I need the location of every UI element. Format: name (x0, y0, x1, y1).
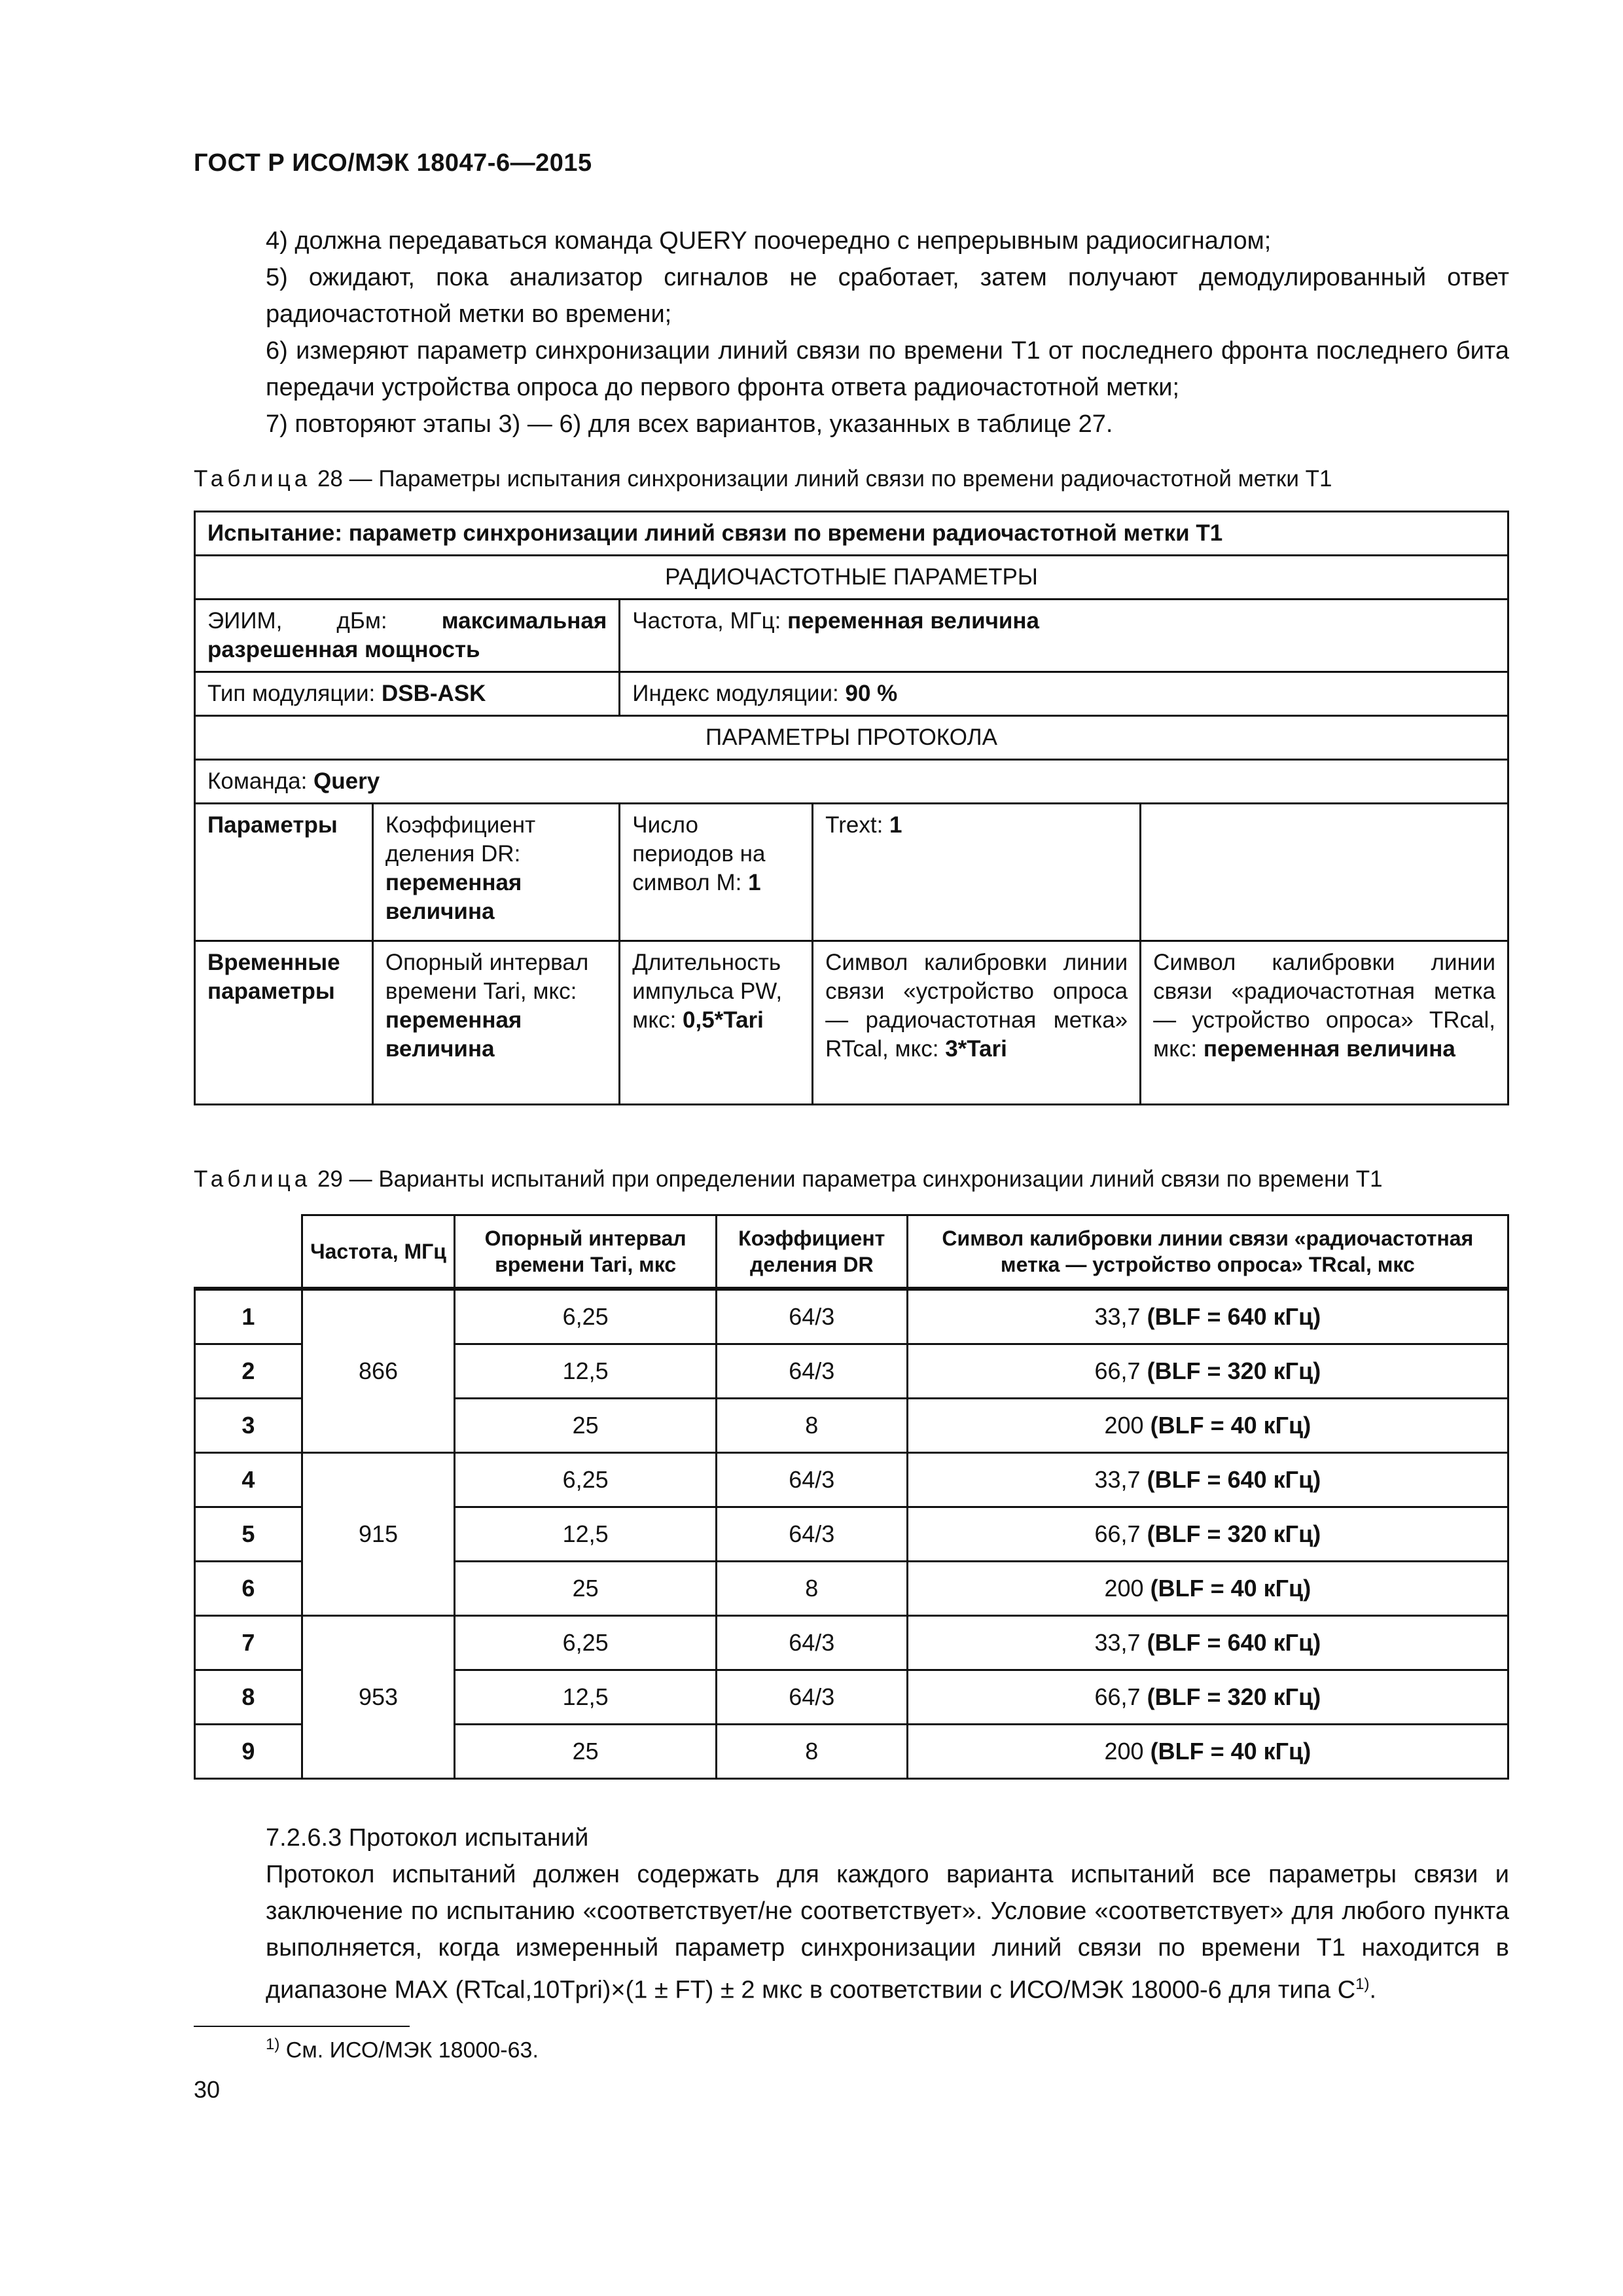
dr-value: 8 (716, 1725, 907, 1779)
dr-cell (372, 804, 619, 941)
freq-value: 915 (302, 1453, 455, 1616)
pw-label: Длительность импульса PW, мкс: (632, 950, 783, 1033)
eirp-label: ЭИИМ, дБм: (207, 608, 442, 634)
trcal-cell (907, 1399, 1508, 1453)
table29-caption (194, 1166, 1509, 1193)
freq-value: 953 (302, 1616, 455, 1779)
rf-heading: РАДИОЧАСТОТНЫЕ ПАРАМЕТРЫ (195, 556, 1508, 600)
empty-cell (1141, 804, 1508, 941)
trcal-cell (907, 1507, 1508, 1562)
m-cell (620, 804, 813, 941)
row-number: 7 (195, 1616, 302, 1670)
step-6: 6) измеряют параметр синхронизации линий связи по времени T1 от последнего фронта последнего бита передачи устройства опроса до первого фронта ответа радиочастотной метки; (266, 337, 1509, 401)
tari-label: Опорный интервал времени Tari, мкс: (385, 950, 589, 1004)
trcal-cell (907, 1616, 1508, 1670)
trcal-value: 66,7 (1094, 1683, 1141, 1710)
trcal-value: 200 (1104, 1412, 1144, 1439)
timing-label: Временные параметры (195, 941, 373, 1105)
dr-value: переменная величина (385, 870, 522, 924)
freq-value: переменная величина (787, 608, 1040, 634)
tari-value: 6,25 (455, 1453, 716, 1507)
tari-value: 12,5 (455, 1344, 716, 1399)
trext-cell (813, 804, 1141, 941)
params-label: Параметры (195, 804, 373, 941)
blf-value: (BLF = 40 кГц) (1150, 1575, 1311, 1602)
table-28 (194, 511, 1509, 1105)
row-number: 2 (195, 1344, 302, 1399)
trcal-value: 33,7 (1094, 1466, 1141, 1493)
trcal-label: Символ калибровки линии связи «радиочастотная метка — устройство опроса» TRcal, мкс: (1153, 950, 1495, 1062)
index-label: Индекс модуляции: (632, 681, 846, 706)
header-freq: Частота, МГц (302, 1215, 455, 1289)
header-trcal: Символ калибровки линии связи «радиочастотная метка — устройство опроса» TRcal, мкс (907, 1215, 1508, 1289)
footnote-mark: 1) (266, 2036, 280, 2053)
table-row (195, 1616, 1508, 1670)
document-header: ГОСТ Р ИСО/МЭК 18047-6—2015 (194, 149, 592, 177)
mod-value: DSB-ASK (381, 681, 486, 706)
protocol-heading: ПАРАМЕТРЫ ПРОТОКОЛА (195, 716, 1508, 760)
dr-value: 64/3 (716, 1670, 907, 1725)
footnote-divider (194, 2026, 410, 2027)
dr-value: 64/3 (716, 1507, 907, 1562)
table-29 (194, 1214, 1509, 1780)
blf-value: (BLF = 40 кГц) (1150, 1738, 1311, 1765)
row-number: 4 (195, 1453, 302, 1507)
tari-cell (372, 941, 619, 1105)
tari-value: 6,25 (455, 1289, 716, 1344)
table28-caption-text: 28 — Параметры испытания синхронизации линий связи по времени радиочастотной метки T1 (311, 466, 1332, 492)
command-value: Query (313, 768, 380, 794)
row-number: 8 (195, 1670, 302, 1725)
trcal-value: 66,7 (1094, 1520, 1141, 1547)
table-row (195, 1453, 1508, 1507)
step-7: 7) повторяют этапы 3) — 6) для всех вариантов, указанных в таблице 27. (266, 410, 1113, 438)
table28-caption-word: Таблица (194, 466, 312, 492)
m-value: 1 (748, 870, 761, 895)
pw-cell (620, 941, 813, 1105)
freq-value: 866 (302, 1289, 455, 1453)
section-body-end: . (1369, 1976, 1377, 2004)
command-label: Команда: (207, 768, 314, 794)
footnote-ref: 1) (1355, 1975, 1370, 1993)
blf-value: (BLF = 40 кГц) (1150, 1412, 1311, 1439)
row-number: 9 (195, 1725, 302, 1779)
footnote-text: См. ИСО/МЭК 18000-63. (279, 2037, 539, 2063)
trcal-value: 33,7 (1094, 1303, 1141, 1330)
mod-label: Тип модуляции: (207, 681, 382, 706)
tari-value: 25 (455, 1725, 716, 1779)
tari-value: 25 (455, 1399, 716, 1453)
command-cell (195, 760, 1508, 804)
step-4: 4) должна передаваться команда QUERY поочередно с непрерывным радиосигналом; (266, 227, 1272, 255)
trcal-value: переменная величина (1203, 1036, 1455, 1062)
trext-value: 1 (889, 812, 902, 838)
rtcal-value: 3*Tari (945, 1036, 1007, 1062)
m-label: Число периодов на символ M: (632, 812, 766, 895)
table29-caption-word: Таблица (194, 1166, 312, 1192)
dr-label: Коэффициент деления DR: (385, 812, 536, 867)
index-value: 90 % (845, 681, 898, 706)
section-title: 7.2.6.3 Протокол испытаний (266, 1824, 589, 1852)
rtcal-cell (813, 941, 1141, 1105)
dr-value: 8 (716, 1399, 907, 1453)
section-body (194, 1856, 1509, 2009)
trcal-cell (907, 1562, 1508, 1616)
test-title: Испытание: параметр синхронизации линий связи по времени радиочастотной метки T1 (195, 512, 1508, 556)
dr-value: 64/3 (716, 1616, 907, 1670)
tari-value: 6,25 (455, 1616, 716, 1670)
blf-value: (BLF = 320 кГц) (1147, 1357, 1321, 1384)
trext-label: Trext: (825, 812, 890, 838)
blf-value: (BLF = 640 кГц) (1147, 1303, 1321, 1330)
footnote (266, 2036, 539, 2063)
step-5: 5) ожидают, пока анализатор сигналов не сработает, затем получают демодулированный ответ радиочастотной метки во времени; (266, 264, 1509, 328)
header-dr: Коэффициент деления DR (716, 1215, 907, 1289)
row-number: 3 (195, 1399, 302, 1453)
tari-value: 12,5 (455, 1507, 716, 1562)
freq-label: Частота, МГц: (632, 608, 788, 634)
trcal-value: 200 (1104, 1738, 1144, 1765)
page-number: 30 (194, 2076, 221, 2103)
steps-list (194, 223, 1509, 442)
dr-value: 64/3 (716, 1453, 907, 1507)
freq-cell (620, 600, 1508, 672)
table29-body (195, 1289, 1508, 1779)
tari-value: переменная величина (385, 1007, 522, 1062)
dr-value: 64/3 (716, 1289, 907, 1344)
section-protocol (194, 1820, 1509, 2009)
section-body-text: Протокол испытаний должен содержать для каждого варианта испытаний все параметры связи и заключение по испытанию «соответствует/не соответствует». Условие «соответствует» для любого пункта выполняется, когда измеренный параметр синхронизации линий связи по времени T1 находится в диапазоне MAX (RTcal,10Tpri)×(1 ± FT) ± 2 мкс в соответствии с ИСО/МЭК 18000-6 для типа C (266, 1861, 1509, 2004)
eirp-cell (195, 600, 620, 672)
row-number: 5 (195, 1507, 302, 1562)
blf-value: (BLF = 640 кГц) (1147, 1466, 1321, 1493)
dr-value: 8 (716, 1562, 907, 1616)
trcal-cell (907, 1725, 1508, 1779)
row-number: 1 (195, 1289, 302, 1344)
rtcal-label: Символ калибровки линии связи «устройство опроса — радиочастотная метка» RTcal, мкс: (825, 950, 1128, 1062)
table29-caption-text: 29 — Варианты испытаний при определении параметра синхронизации линий связи по времени T1 (311, 1166, 1383, 1192)
tari-value: 12,5 (455, 1670, 716, 1725)
trcal-value: 33,7 (1094, 1629, 1141, 1656)
tari-value: 25 (455, 1562, 716, 1616)
trcal-value: 200 (1104, 1575, 1144, 1602)
blf-value: (BLF = 640 кГц) (1147, 1629, 1321, 1656)
trcal-cell (907, 1289, 1508, 1344)
pw-value: 0,5*Tari (683, 1007, 764, 1033)
trcal-cell (1141, 941, 1508, 1105)
blf-value: (BLF = 320 кГц) (1147, 1683, 1321, 1710)
row-number: 6 (195, 1562, 302, 1616)
trcal-value: 66,7 (1094, 1357, 1141, 1384)
header-blank (195, 1215, 302, 1289)
trcal-cell (907, 1344, 1508, 1399)
dr-value: 64/3 (716, 1344, 907, 1399)
trcal-cell (907, 1670, 1508, 1725)
table-row (195, 1289, 1508, 1344)
header-tari: Опорный интервал времени Tari, мкс (455, 1215, 716, 1289)
eirp-value: максимальная разрешенная мощность (207, 608, 607, 662)
table28-caption (194, 466, 1509, 492)
trcal-cell (907, 1453, 1508, 1507)
mod-cell (195, 672, 620, 716)
blf-value: (BLF = 320 кГц) (1147, 1520, 1321, 1547)
index-cell (620, 672, 1508, 716)
